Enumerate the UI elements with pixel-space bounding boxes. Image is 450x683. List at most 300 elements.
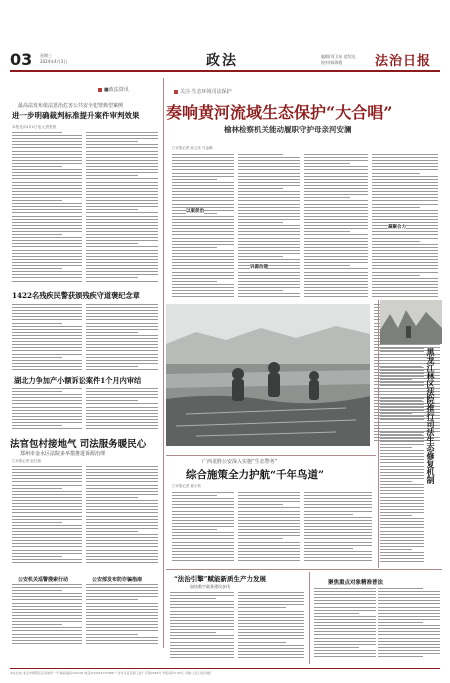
body-text-line bbox=[372, 160, 438, 161]
body-text-line bbox=[238, 287, 300, 288]
body-text-line bbox=[372, 166, 438, 167]
body-text-line bbox=[304, 511, 372, 512]
body-text-line bbox=[238, 532, 300, 533]
body-text-line bbox=[304, 290, 368, 291]
body-text-line bbox=[378, 650, 440, 651]
body-text-line bbox=[304, 504, 372, 505]
body-text-line bbox=[314, 628, 376, 629]
body-text-line bbox=[170, 657, 234, 658]
body-text-line bbox=[170, 635, 234, 636]
body-text-line bbox=[372, 219, 438, 220]
body-text-line bbox=[372, 238, 438, 239]
body-text-line bbox=[304, 275, 368, 276]
body-text-line bbox=[12, 640, 82, 641]
body-text-line bbox=[304, 262, 368, 263]
bottom-story-2 bbox=[312, 572, 442, 662]
body-text-line bbox=[86, 366, 138, 367]
right-vertical-headline: 黑龙江林区法院推行司法生态修复机制 bbox=[426, 348, 436, 484]
body-text-line bbox=[86, 316, 158, 317]
body-text-line bbox=[238, 654, 304, 655]
body-text-line bbox=[372, 241, 420, 242]
body-text-line bbox=[12, 219, 82, 220]
body-text-line bbox=[12, 419, 82, 420]
body-text-line bbox=[86, 144, 158, 145]
body-text-line bbox=[86, 419, 158, 420]
body-text-line bbox=[86, 416, 158, 417]
body-text-line bbox=[12, 627, 82, 628]
body-text-line bbox=[378, 644, 440, 645]
body-text-line bbox=[172, 265, 234, 266]
body-text-line bbox=[304, 210, 368, 211]
body-text-line bbox=[372, 188, 438, 189]
body-text-line bbox=[12, 546, 82, 547]
body-text-line bbox=[86, 637, 158, 638]
feature-body-col3 bbox=[304, 492, 372, 564]
page-number: 03 bbox=[10, 50, 33, 69]
body-text-line bbox=[380, 546, 424, 547]
body-text-line bbox=[86, 494, 158, 495]
bottom1-body-col2 bbox=[238, 592, 304, 662]
section-marker-icon bbox=[98, 88, 102, 92]
body-text-line bbox=[12, 234, 62, 235]
body-text-line bbox=[380, 549, 412, 550]
body-text-line bbox=[372, 191, 438, 192]
body-text-line bbox=[86, 475, 158, 476]
body-text-line bbox=[12, 191, 82, 192]
body-text-line bbox=[172, 234, 234, 235]
article1-byline: 本报北京4月2日电 记者张晨 bbox=[12, 125, 57, 129]
body-text-line bbox=[238, 293, 300, 294]
body-text-line bbox=[238, 207, 300, 208]
body-text-line bbox=[12, 212, 82, 213]
body-text-line bbox=[380, 401, 424, 402]
body-text-line bbox=[372, 256, 438, 257]
body-text-line bbox=[238, 651, 304, 652]
body-text-line bbox=[12, 425, 62, 426]
body-text-line bbox=[86, 250, 158, 251]
body-text-line bbox=[372, 169, 438, 170]
body-text-line bbox=[372, 157, 438, 158]
body-text-line bbox=[372, 207, 420, 208]
body-text-line bbox=[170, 638, 234, 639]
body-text-line bbox=[378, 610, 440, 611]
body-text-line bbox=[380, 391, 424, 392]
body-text-line bbox=[12, 590, 62, 591]
feature-story bbox=[166, 456, 376, 566]
body-text-line bbox=[86, 497, 138, 498]
body-text-line bbox=[372, 222, 438, 223]
body-text-line bbox=[86, 281, 158, 282]
body-text-line bbox=[380, 503, 424, 504]
body-text-line bbox=[86, 369, 158, 370]
body-text-line bbox=[86, 206, 158, 207]
body-text-line bbox=[378, 591, 440, 592]
body-text-line bbox=[378, 653, 440, 654]
body-text-line bbox=[12, 268, 62, 269]
body-text-line bbox=[372, 281, 438, 282]
body-text-line bbox=[372, 154, 438, 155]
body-text-line bbox=[86, 212, 158, 213]
section-marker-icon bbox=[174, 90, 178, 94]
body-text-line bbox=[378, 625, 440, 626]
body-text-line bbox=[238, 523, 300, 524]
body-text-line bbox=[304, 532, 372, 533]
body-text-line bbox=[304, 296, 368, 297]
body-text-line bbox=[172, 160, 234, 161]
body-text-line bbox=[12, 618, 82, 619]
body-text-line bbox=[238, 173, 300, 174]
body-text-line bbox=[380, 435, 424, 436]
body-text-line bbox=[372, 197, 438, 198]
body-text-line bbox=[238, 611, 304, 612]
body-text-line bbox=[12, 491, 82, 492]
body-text-line bbox=[86, 335, 158, 336]
body-text-line bbox=[304, 287, 368, 288]
body-text-line bbox=[304, 238, 368, 239]
body-text-line bbox=[12, 197, 82, 198]
left-column-divider bbox=[163, 78, 164, 648]
body-text-line bbox=[86, 219, 158, 220]
article4-body bbox=[12, 466, 82, 566]
body-text-line bbox=[172, 173, 234, 174]
body-text-line bbox=[12, 203, 82, 204]
body-text-line bbox=[86, 203, 158, 204]
body-text-line bbox=[12, 488, 62, 489]
body-text-line bbox=[86, 344, 158, 345]
body-text-line bbox=[12, 525, 82, 526]
body-text-line bbox=[238, 526, 300, 527]
masthead-rule bbox=[10, 70, 440, 72]
body-text-line bbox=[86, 425, 158, 426]
forest-photo-illustration bbox=[380, 300, 442, 344]
body-text-line bbox=[380, 531, 424, 532]
body-text-line bbox=[86, 319, 158, 320]
body-text-line bbox=[172, 520, 234, 521]
body-text-line bbox=[238, 548, 300, 549]
body-text-line bbox=[86, 428, 158, 429]
body-text-line bbox=[86, 154, 158, 155]
body-text-line bbox=[380, 404, 424, 405]
brief-body-1 bbox=[12, 584, 82, 646]
body-text-line bbox=[12, 135, 82, 136]
body-text-line bbox=[12, 329, 82, 330]
body-text-line bbox=[238, 492, 300, 493]
body-text-line bbox=[372, 185, 438, 186]
body-text-line bbox=[380, 466, 424, 467]
body-text-line bbox=[372, 194, 438, 195]
article3-headline: 湖北力争加产小额诉讼案件1个月内审结 bbox=[14, 376, 142, 385]
body-text-line bbox=[238, 520, 300, 521]
body-text-line bbox=[304, 492, 372, 493]
body-text-line bbox=[238, 626, 304, 627]
body-text-line bbox=[304, 498, 372, 499]
body-text-line bbox=[372, 275, 420, 276]
body-text-line bbox=[86, 634, 138, 635]
lead-subheadline: 榆林检察机关能动履职守护母亲河安澜 bbox=[224, 125, 352, 134]
body-text-line bbox=[238, 188, 283, 189]
body-text-line bbox=[86, 268, 158, 269]
body-text-line bbox=[86, 240, 158, 241]
body-text-line bbox=[238, 545, 300, 546]
body-text-line bbox=[372, 244, 438, 245]
body-text-line bbox=[172, 504, 234, 505]
body-text-line bbox=[238, 592, 304, 593]
body-text-line bbox=[238, 256, 283, 257]
body-text-line bbox=[12, 391, 62, 392]
body-text-line bbox=[172, 163, 234, 164]
body-text-line bbox=[304, 207, 368, 208]
body-text-line bbox=[314, 647, 359, 648]
body-text-line bbox=[86, 422, 158, 423]
body-text-line bbox=[86, 537, 158, 538]
body-text-line bbox=[86, 160, 158, 161]
body-text-line bbox=[304, 265, 350, 266]
body-text-line bbox=[86, 185, 158, 186]
body-text-line bbox=[380, 540, 424, 541]
body-text-line bbox=[12, 630, 82, 631]
body-text-line bbox=[372, 287, 438, 288]
body-text-line bbox=[12, 609, 82, 610]
body-text-line bbox=[86, 403, 158, 404]
body-text-line bbox=[86, 612, 158, 613]
body-text-line bbox=[12, 188, 82, 189]
lead-subhead-1: 以案促治 bbox=[186, 209, 204, 214]
body-text-line bbox=[172, 222, 234, 223]
body-text-line bbox=[86, 274, 158, 275]
body-text-line bbox=[86, 556, 158, 557]
body-text-line bbox=[86, 469, 158, 470]
body-text-line bbox=[172, 560, 234, 561]
body-text-line bbox=[86, 197, 158, 198]
body-text-line bbox=[86, 509, 158, 510]
body-text-line bbox=[86, 481, 158, 482]
body-text-line bbox=[12, 228, 82, 229]
body-text-line bbox=[314, 641, 376, 642]
body-text-line bbox=[86, 163, 158, 164]
body-text-line bbox=[238, 296, 300, 297]
body-text-line bbox=[372, 290, 438, 291]
body-text-line bbox=[12, 403, 82, 404]
body-text-line bbox=[86, 599, 138, 600]
body-text-line bbox=[86, 516, 158, 517]
body-text-line bbox=[12, 407, 82, 408]
body-text-line bbox=[304, 281, 368, 282]
body-text-line bbox=[86, 596, 158, 597]
body-text-line bbox=[86, 478, 158, 479]
body-text-line bbox=[380, 410, 424, 411]
body-text-line bbox=[238, 607, 286, 608]
bottom2-headline: 聚焦重点对象精准普法 bbox=[328, 580, 384, 586]
body-text-line bbox=[86, 338, 158, 339]
body-text-line bbox=[172, 290, 234, 291]
body-text-line bbox=[238, 185, 300, 186]
body-text-line bbox=[304, 194, 368, 195]
body-text-line bbox=[172, 228, 234, 229]
masthead bbox=[0, 0, 450, 74]
body-text-line bbox=[172, 517, 234, 518]
body-text-line bbox=[372, 293, 438, 294]
body-text-line bbox=[12, 274, 82, 275]
body-text-line bbox=[380, 351, 424, 352]
body-text-line bbox=[86, 609, 158, 610]
body-text-line bbox=[86, 360, 158, 361]
body-text-line bbox=[12, 512, 82, 513]
article1-body bbox=[12, 132, 82, 285]
body-text-line bbox=[380, 475, 424, 476]
body-text-line bbox=[86, 329, 158, 330]
body-text-line bbox=[12, 253, 82, 254]
body-text-line bbox=[304, 163, 350, 164]
body-text-line bbox=[172, 262, 234, 263]
body-text-line bbox=[372, 268, 438, 269]
body-text-line bbox=[378, 619, 440, 620]
body-text-line bbox=[238, 620, 304, 621]
article4-headline: 法官包村接地气 司法服务暖民心 bbox=[10, 439, 147, 450]
body-text-line bbox=[86, 500, 158, 501]
body-text-line bbox=[378, 622, 423, 623]
body-text-line bbox=[86, 413, 158, 414]
lead-body-col2 bbox=[238, 154, 300, 300]
body-text-line bbox=[238, 635, 304, 636]
body-text-line bbox=[86, 590, 158, 591]
body-text-line bbox=[12, 481, 82, 482]
body-text-line bbox=[314, 607, 376, 608]
body-text-line bbox=[380, 490, 424, 491]
body-text-line bbox=[304, 154, 368, 155]
body-text-line bbox=[304, 219, 368, 220]
body-text-line bbox=[304, 191, 368, 192]
body-text-line bbox=[172, 157, 234, 158]
body-text-line bbox=[12, 363, 82, 364]
lead-subhead-3: 凝聚合力 bbox=[388, 225, 406, 230]
body-text-line bbox=[172, 281, 217, 282]
body-text-line bbox=[86, 222, 158, 223]
body-text-line bbox=[380, 385, 424, 386]
bottom-story-1 bbox=[166, 572, 306, 662]
body-text-line bbox=[238, 557, 300, 558]
body-text-line bbox=[314, 656, 376, 657]
body-text-line bbox=[238, 629, 304, 630]
brief-body-2 bbox=[86, 584, 158, 646]
body-text-line bbox=[86, 341, 158, 342]
body-text-line bbox=[170, 598, 216, 599]
body-text-line bbox=[12, 169, 82, 170]
body-text-line bbox=[238, 542, 300, 543]
body-text-line bbox=[238, 598, 304, 599]
body-text-line bbox=[12, 154, 82, 155]
body-text-line bbox=[86, 194, 158, 195]
article3-body bbox=[12, 388, 82, 433]
body-text-line bbox=[304, 526, 372, 527]
river-patrol-illustration bbox=[166, 304, 370, 446]
bottom-section-rule bbox=[166, 569, 442, 570]
lead-body-col3 bbox=[304, 154, 368, 300]
body-text-line bbox=[238, 179, 300, 180]
body-text-line bbox=[12, 624, 62, 625]
body-text-line bbox=[238, 504, 283, 505]
body-text-line bbox=[304, 244, 368, 245]
body-text-line bbox=[12, 281, 82, 282]
body-text-line bbox=[238, 210, 300, 211]
body-text-line bbox=[378, 600, 440, 601]
body-text-line bbox=[170, 620, 234, 621]
body-text-line bbox=[380, 360, 424, 361]
bottom2-body-col1 bbox=[314, 588, 376, 662]
body-text-line bbox=[304, 529, 372, 530]
bottom-divider bbox=[309, 572, 310, 664]
body-text-line bbox=[12, 531, 82, 532]
body-text-line bbox=[12, 634, 82, 635]
body-text-line bbox=[304, 293, 368, 294]
body-text-line bbox=[12, 366, 82, 367]
article4-body-col2 bbox=[86, 466, 158, 566]
body-text-line bbox=[238, 638, 304, 639]
body-text-line bbox=[238, 645, 304, 646]
body-text-line bbox=[238, 535, 300, 536]
lead-kicker: 关注·生态环境司法保护 bbox=[174, 88, 232, 95]
lead-subhead-2: 诉源治理 bbox=[250, 265, 268, 270]
body-text-line bbox=[172, 154, 234, 155]
body-text-line bbox=[238, 551, 300, 552]
body-text-line bbox=[172, 548, 234, 549]
body-text-line bbox=[12, 354, 82, 355]
body-text-line bbox=[380, 456, 424, 457]
body-text-line bbox=[380, 518, 424, 519]
body-text-line bbox=[304, 216, 368, 217]
body-text-line bbox=[314, 616, 376, 617]
body-text-line bbox=[314, 619, 376, 620]
body-text-line bbox=[12, 537, 82, 538]
body-text-line bbox=[86, 531, 138, 532]
body-text-line bbox=[86, 182, 158, 183]
body-text-line bbox=[172, 247, 217, 248]
body-text-line bbox=[12, 175, 82, 176]
body-text-line bbox=[12, 416, 82, 417]
body-text-line bbox=[12, 310, 82, 311]
body-text-line bbox=[12, 265, 82, 266]
body-text-line bbox=[12, 497, 82, 498]
body-text-line bbox=[238, 632, 304, 633]
body-text-line bbox=[304, 523, 372, 524]
body-text-line bbox=[380, 444, 424, 445]
body-text-line bbox=[380, 459, 424, 460]
body-text-line bbox=[304, 188, 368, 189]
body-text-line bbox=[304, 204, 368, 205]
body-text-line bbox=[304, 182, 368, 183]
body-text-line bbox=[380, 555, 424, 556]
body-text-line bbox=[372, 296, 438, 297]
body-text-line bbox=[86, 643, 158, 644]
body-text-line bbox=[172, 535, 234, 536]
body-text-line bbox=[378, 594, 440, 595]
body-text-line bbox=[12, 141, 82, 142]
body-text-line bbox=[380, 552, 424, 553]
lead-headline: 奏响黄河流域生态保护“大合唱” bbox=[166, 103, 393, 122]
body-text-line bbox=[86, 237, 158, 238]
body-text-line bbox=[314, 644, 376, 645]
body-text-line bbox=[86, 147, 158, 148]
body-text-line bbox=[86, 304, 158, 305]
body-text-line bbox=[380, 493, 424, 494]
body-text-line bbox=[304, 535, 372, 536]
body-text-line bbox=[238, 648, 304, 649]
body-text-line bbox=[380, 487, 424, 488]
body-text-line bbox=[380, 354, 424, 355]
body-text-line bbox=[304, 228, 368, 229]
body-text-line bbox=[304, 545, 372, 546]
body-text-line bbox=[86, 188, 158, 189]
body-text-line bbox=[238, 278, 300, 279]
